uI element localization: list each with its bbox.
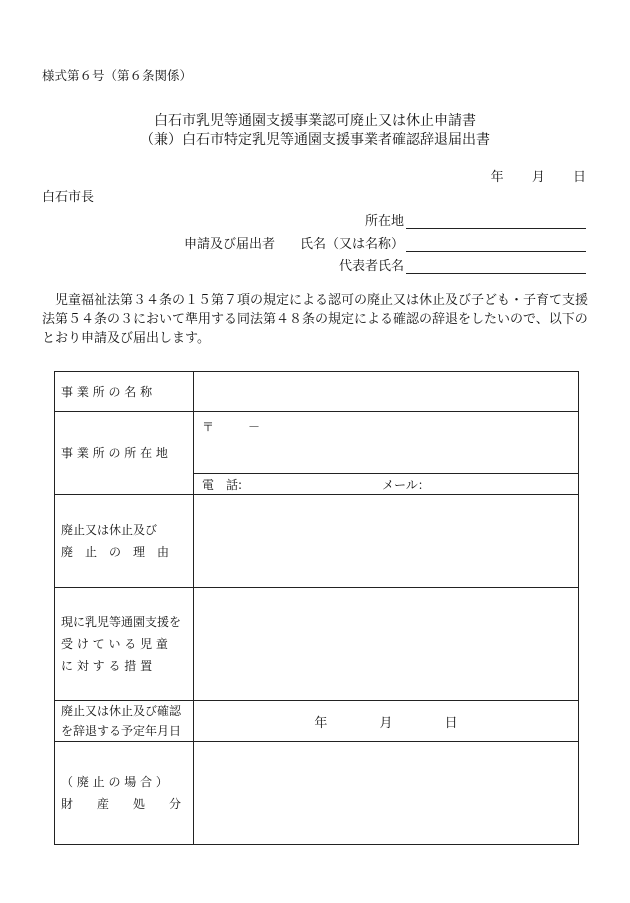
name-label: 氏名（又は名称） — [299, 237, 404, 252]
reason-label: 廃止又は休止及び 廃 止 の 理 由 — [55, 495, 194, 588]
scheduled-day-label: 日 — [444, 715, 458, 731]
child-measures-cell[interactable] — [194, 588, 579, 701]
addressee: 白石市長 — [42, 190, 95, 205]
address-field-row — [365, 210, 586, 229]
mail-label: メール： — [382, 477, 430, 492]
representative-field-row — [339, 255, 586, 274]
application-form-table — [54, 371, 579, 845]
representative-blank-line[interactable] — [406, 259, 586, 274]
facility-name-cell[interactable] — [194, 372, 579, 412]
table-row-facility-address — [55, 412, 579, 474]
scheduled-date-cell[interactable] — [194, 701, 579, 742]
child-measures-label: 現に乳児等通園支援を 受 け て い る 児 童 に 対 す る 措 置 — [55, 588, 194, 701]
facility-address-cell[interactable] — [194, 412, 579, 474]
table-row-facility-name — [55, 372, 579, 412]
table-row-child-measures — [55, 588, 579, 701]
table-row-scheduled-date — [55, 701, 579, 742]
property-disposal-cell[interactable] — [194, 742, 579, 845]
date-line — [469, 166, 586, 185]
name-blank-line[interactable] — [406, 237, 586, 252]
scheduled-date-label: 廃止又は休止及び確認 を辞退する予定年月日 — [55, 701, 194, 742]
form-number: 様式第６号（第６条関係） — [42, 68, 193, 83]
scheduled-year-label: 年 — [314, 715, 328, 731]
date-day-label: 日 — [572, 170, 586, 185]
date-year-label: 年 — [490, 170, 504, 185]
postal-mark: 〒 — [202, 420, 215, 434]
table-row-reason — [55, 495, 579, 588]
document-title-line1: 白石市乳児等通園支援事業認可廃止又は休止申請書 — [154, 113, 476, 129]
table-row-property-disposal — [55, 742, 579, 845]
postal-code — [202, 418, 260, 435]
date-month-label: 月 — [531, 170, 545, 185]
representative-label: 代表者氏名 — [338, 259, 404, 274]
application-statement: 児童福祉法第３４条の１５第７項の規定による認可の廃止又は休止及び子ども・子育て支援法第５４条の３において準用する同法第４８条の規定による確認の辞退をしたいので、以下のとおり申請及び届出します。 — [42, 293, 589, 346]
contact-cell[interactable] — [194, 474, 579, 495]
reason-cell[interactable] — [194, 495, 579, 588]
document-title-line2: （兼）白石市特定乳児等通園支援事業者確認辞退届出書 — [140, 132, 490, 148]
phone-label: 電 話: — [202, 477, 243, 492]
name-field-row — [300, 233, 586, 252]
address-blank-line[interactable] — [406, 214, 586, 229]
postal-dash: － — [248, 420, 261, 434]
property-disposal-label: （ 廃 止 の 場 合 ） 財 産 処 分 — [55, 742, 194, 845]
address-label: 所在地 — [364, 214, 404, 229]
facility-address-label: 事 業 所 の 所 在 地 — [55, 412, 194, 495]
applicant-section-label: 申請及び届出者 — [184, 237, 276, 252]
scheduled-month-label: 月 — [379, 715, 393, 731]
facility-name-label: 事 業 所 の 名 称 — [55, 372, 194, 412]
